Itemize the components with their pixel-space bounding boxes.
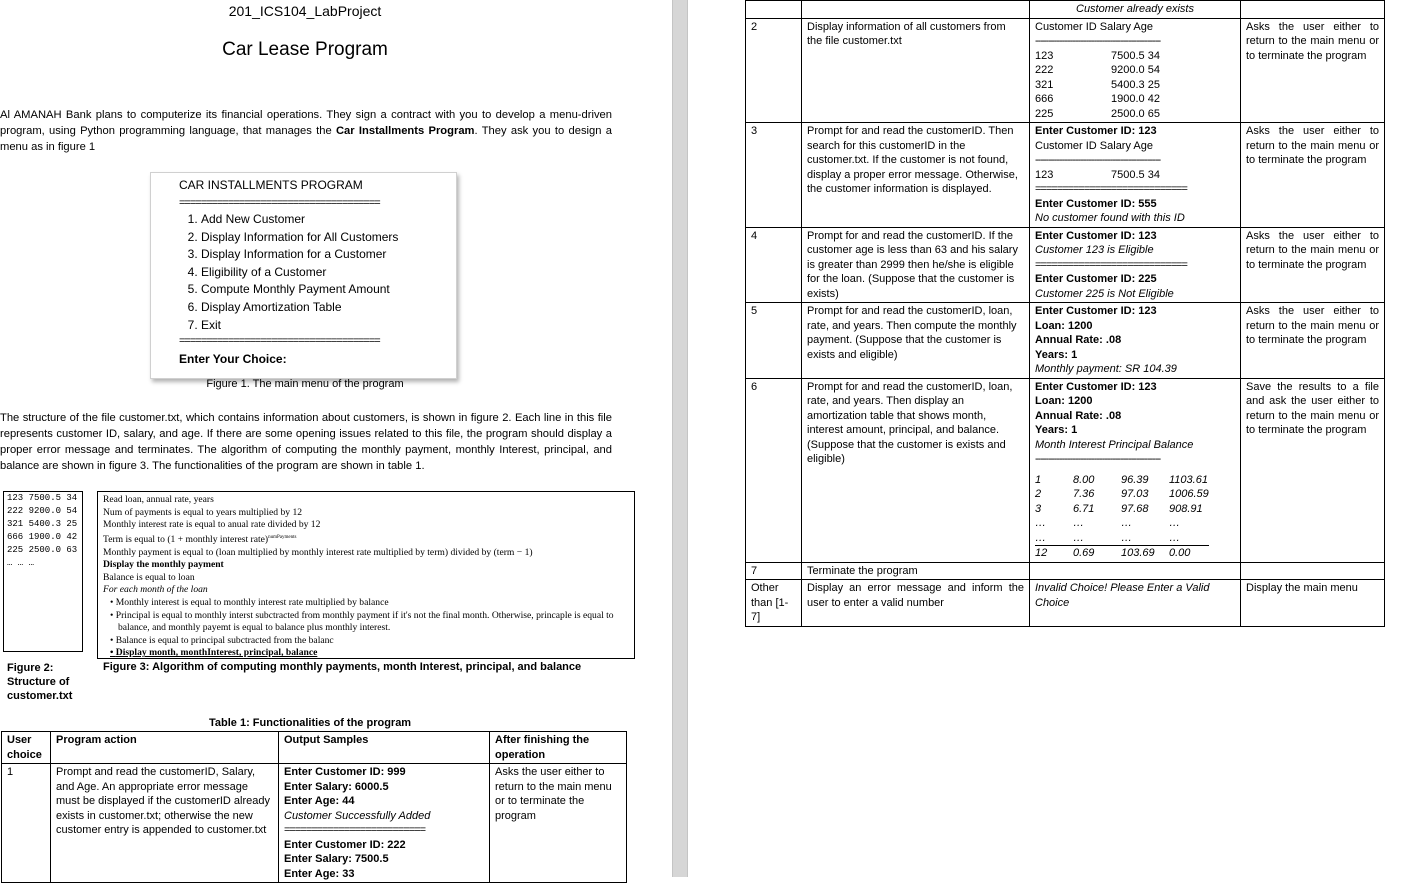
choice-cell: 2 — [746, 18, 802, 123]
amort-cell: 1006.59 — [1169, 488, 1209, 500]
table-header-row — [2, 732, 627, 764]
figure2-caption: Figure 2: Structure of customer.txt — [7, 662, 73, 702]
table-header-cell: Program action — [51, 732, 279, 764]
amort-cell: … — [1169, 531, 1180, 544]
table-row — [2, 764, 627, 883]
menu-item: 7. Exit — [201, 317, 398, 335]
after-cell: Asks the user either to return to the main menu or to terminate the program — [1241, 123, 1385, 228]
amort-cell: 0.69 — [1073, 547, 1095, 559]
output-cell — [1030, 303, 1241, 379]
after-cell — [1241, 562, 1385, 580]
action-cell: Display an error message and inform the user to enter a valid number — [802, 580, 1030, 627]
cust-id: 222 — [1035, 64, 1054, 76]
sample-row: 123 7500.5 34 — [7, 493, 78, 503]
intro-paragraph — [0, 107, 612, 155]
output-line: Month Interest Principal Balance — [1035, 438, 1194, 451]
amort-cell: … — [1073, 531, 1084, 544]
output-line — [1035, 49, 1235, 64]
amort-cell: 2 — [1035, 488, 1042, 500]
after-cell — [1241, 1, 1385, 19]
amort-cell: … — [1035, 531, 1046, 544]
output-cell — [1030, 123, 1241, 228]
cust-data: 2500.0 65 — [1111, 107, 1160, 120]
output-line: Customer Successfully Added — [284, 809, 431, 822]
cust-data: 5400.3 25 — [1111, 78, 1160, 91]
action-cell: Prompt for and read the customerID, loan, rate, and years. Then compute the monthly payment. (Suppose that the customer is exists and eligible) — [802, 303, 1030, 379]
cust-data: 7500.5 34 — [1111, 49, 1160, 62]
menu-item: 1. Add New Customer — [201, 211, 398, 229]
algo-line: Monthly interest rate is equal to anual rate divided by 12 — [103, 519, 321, 531]
amort-cell: 7.36 — [1073, 488, 1095, 500]
output-cell: Customer already exists — [1030, 1, 1241, 19]
amort-cell: 8.00 — [1073, 473, 1095, 486]
output-line: Enter Customer ID: 555 — [1035, 197, 1157, 210]
amort-cell: 1 — [1035, 473, 1042, 486]
output-cell — [1030, 378, 1241, 562]
output-cell — [1030, 227, 1241, 303]
choice-cell: 3 — [746, 123, 802, 228]
algo-bullet: • Balance is equal to principal subctracted from the balanc — [110, 634, 334, 646]
output-line: Enter Customer ID: 123 — [1035, 305, 1157, 317]
amort-cell: 12 — [1035, 547, 1048, 559]
amort-row — [1035, 502, 1209, 517]
output-line: Loan: 1200 — [1035, 395, 1093, 407]
after-cell: Display the main menu — [1241, 580, 1385, 627]
table-row — [746, 562, 1385, 580]
output-line: Customer 225 is Not Eligible — [1035, 287, 1174, 300]
amort-cell: … — [1121, 517, 1132, 529]
menu-figure — [150, 172, 457, 379]
output-line: Enter Customer ID: 123 — [1035, 380, 1157, 393]
table-row — [746, 378, 1385, 562]
cust-data: 9200.0 54 — [1111, 64, 1160, 76]
amort-row — [1035, 473, 1209, 488]
output-line: Enter Customer ID: 123 — [1035, 125, 1157, 137]
amort-cell: … — [1121, 531, 1132, 544]
choice-cell: 4 — [746, 227, 802, 303]
menu-separator: ===================================== — [179, 197, 380, 209]
amort-row — [1035, 531, 1209, 546]
choice-cell: 6 — [746, 378, 802, 562]
amort-cell: … — [1035, 517, 1046, 529]
amort-cell: 1103.61 — [1169, 473, 1208, 486]
output-line — [1035, 78, 1235, 93]
after-cell: Save the results to a file and ask the user either to return to the main menu or to terminate the program — [1241, 378, 1385, 562]
table-row — [746, 580, 1385, 627]
algo-bullet: • Principal is equal to monthly interst subctracted from monthly payment if it's not the final month. Otherwise, princaple is equal to balance, and monthly payemt is equal to balance plus monthly interest. — [110, 609, 614, 634]
output-line: Enter Salary: 7500.5 — [284, 853, 389, 865]
output-separator: ----------------------------------------------- — [1035, 154, 1161, 166]
amort-cell: … — [1169, 517, 1180, 529]
output-line — [1035, 168, 1235, 183]
document-header: 201_ICS104_LabProject — [228, 3, 382, 19]
action-cell: Prompt and read the customerID, Salary, and Age. An appropriate error message must be displayed if the customerID already exists in customer.txt; otherwise the new customer entry is appended to customer.txt — [51, 764, 279, 883]
after-cell: Asks the user either to return to the main menu or to terminate the program — [1241, 303, 1385, 379]
amort-cell: 3 — [1035, 502, 1042, 515]
choice-cell: Other than [1-7] — [746, 580, 802, 627]
menu-item: 4. Eligibility of a Customer — [201, 264, 398, 282]
amort-cell: 96.39 — [1121, 473, 1149, 486]
amort-cell: … — [1073, 517, 1084, 529]
output-line: Enter Salary: 6000.5 — [284, 780, 389, 793]
output-line: No customer found with this ID — [1035, 212, 1185, 224]
action-cell: Display information of all customers from the file customer.txt — [802, 18, 1030, 123]
choice-cell — [746, 1, 802, 19]
amort-row — [1035, 487, 1209, 502]
amort-cell: 97.68 — [1121, 502, 1149, 515]
action-cell — [802, 1, 1030, 19]
amort-cell: 6.71 — [1073, 502, 1095, 515]
sample-row: 222 9200.0 54 — [7, 506, 78, 516]
output-line: Monthly payment: SR 104.39 — [1035, 363, 1177, 375]
after-cell: Asks the user either to return to the main menu or to terminate the program — [490, 764, 627, 883]
output-line: Customer ID Salary Age — [1035, 20, 1153, 33]
sample-row: 321 5400.3 25 — [7, 519, 78, 529]
menu-title: CAR INSTALLMENTS PROGRAM — [179, 178, 363, 192]
output-separator: ----------------------------------------------- — [1035, 453, 1161, 465]
algo-term-line — [98, 532, 634, 547]
structure-paragraph: The structure of the file customer.txt, which contains information about customers, is shown in figure 2. Each line in this file represents customer ID, salary, and age. If there are some opening issues related to this file, the program should display a proper error message and terminates. The algorithm of computing the monthly payment, monthly Interest, principal, and balance are shown in figure 3. The functionalities of the program are shown in table 1. — [0, 412, 612, 472]
output-separator: ========================== — [284, 824, 426, 836]
choice-cell: 5 — [746, 303, 802, 379]
algo-line: Balance is equal to loan — [103, 571, 195, 583]
menu-prompt: Enter Your Choice: — [179, 352, 287, 366]
sample-row: … … … — [7, 558, 35, 568]
output-line: Years: 1 — [1035, 424, 1078, 436]
output-line: Enter Age: 33 — [284, 867, 355, 880]
table-row — [746, 303, 1385, 379]
menu-list — [179, 211, 398, 334]
output-line: Enter Customer ID: 123 — [1035, 229, 1157, 242]
amort-cell: 103.69 — [1121, 547, 1155, 559]
output-line: Enter Customer ID: 225 — [1035, 273, 1157, 285]
after-cell: Asks the user either to return to the main menu or to terminate the program — [1241, 227, 1385, 303]
algo-bullet-text: Display month, monthInterest, principal, balance — [115, 647, 318, 659]
menu-item: 5. Compute Monthly Payment Amount — [201, 281, 398, 299]
output-line: Loan: 1200 — [1035, 319, 1093, 332]
algo-exponent: numPayments — [268, 534, 297, 540]
sample-row: 225 2500.0 63 — [7, 545, 78, 555]
amort-cell: 908.91 — [1169, 502, 1203, 515]
figure1-caption: Figure 1. The main menu of the program — [206, 378, 404, 390]
cust-id: 123 — [1035, 168, 1054, 181]
action-cell: Terminate the program — [802, 562, 1030, 580]
cust-data: 7500.5 34 — [1111, 168, 1160, 181]
output-cell: Invalid Choice! Please Enter a Valid Choice — [1030, 580, 1241, 627]
menu-item: 2. Display Information for All Customers — [201, 229, 398, 247]
sample-row: 666 1900.0 42 — [7, 532, 78, 542]
choice-cell: 1 — [2, 764, 51, 883]
page-divider — [672, 0, 688, 877]
table1-caption: Table 1: Functionalities of the program — [209, 717, 412, 729]
table-row — [746, 123, 1385, 228]
figure2-sample — [3, 491, 83, 652]
output-line — [1035, 63, 1235, 78]
table-header-cell: After finishing the operation — [490, 732, 627, 764]
cust-id: 225 — [1035, 107, 1054, 120]
algo-bullet-text: Principal is equal to monthly interst subctracted from monthly payment if it's not the final month. Otherwise, princaple is equal to balance, and monthly payemt is equal to balance plus monthly interest. — [115, 609, 614, 634]
amort-row — [1035, 516, 1209, 531]
figure3-caption: Figure 3: Algorithm of computing monthly payments, month Interest, principal, and balance — [103, 661, 582, 673]
output-line: Customer 123 is Eligible — [1035, 244, 1154, 256]
output-line: Enter Customer ID: 222 — [284, 838, 406, 851]
cust-data: 1900.0 42 — [1111, 93, 1160, 105]
table-header-cell: Output Samples — [279, 732, 490, 764]
cust-id: 321 — [1035, 78, 1054, 91]
amortization-table — [1035, 473, 1209, 561]
table-header-cell: User choice — [2, 732, 51, 764]
choice-cell: 7 — [746, 562, 802, 580]
page-title: Car Lease Program — [222, 39, 388, 60]
amort-cell: 97.03 — [1121, 488, 1149, 500]
output-separator: ============================ — [1035, 183, 1187, 195]
cust-id: 123 — [1035, 49, 1054, 62]
functionalities-table-part1 — [1, 731, 627, 883]
algo-bullet: • Monthly interest is equal to monthly interest rate multiplied by balance — [110, 596, 389, 608]
algo-line: Term is equal to (1 + monthly interest rate) — [103, 533, 269, 545]
output-line: Customer ID Salary Age — [1035, 139, 1153, 152]
output-line — [1035, 92, 1235, 107]
algo-line: Display the monthly payment — [103, 559, 224, 571]
algo-bullet-text: Balance is equal to principal subctracted from the balanc — [115, 634, 334, 646]
intro-bold: Car Installments Program — [335, 125, 475, 137]
figure3-algorithm — [97, 491, 635, 659]
table-row — [746, 18, 1385, 123]
action-cell: Prompt for and read the customerID, loan, rate, and years. Then display an amortization table that shows month, interest amount, principal, and balance. (Suppose that the customer is exists and eligible) — [802, 378, 1030, 562]
amort-row — [1035, 546, 1209, 561]
output-line: Annual Rate: .08 — [1035, 409, 1122, 422]
output-separator: ----------------------------------------------- — [1035, 35, 1161, 47]
algo-line: Monthly payment is equal to (loan multiplied by monthly interest rate multiplied by term) divided by (term − 1) — [103, 546, 533, 558]
algo-line: Num of payments is equal to years multiplied by 12 — [103, 506, 303, 518]
table-row — [746, 227, 1385, 303]
after-cell: Asks the user either to return to the main menu or to terminate the program — [1241, 18, 1385, 123]
algo-line: For each month of the loan — [103, 584, 208, 596]
output-line: Enter Age: 44 — [284, 795, 355, 807]
output-line — [1035, 107, 1235, 122]
table-row — [746, 1, 1385, 19]
algo-bullet-text: Monthly interest is equal to monthly interest rate multiplied by balance — [115, 596, 389, 608]
menu-separator-bottom: ===================================== — [179, 335, 380, 347]
intro-text-end: . They ask you to design a menu as in figure 1 — [0, 125, 612, 153]
intro-text: Al AMANAH Bank plans to computerize its financial operations. They sign a contract with you to develop a menu-driven program, using Python programming language, that manages the — [0, 109, 612, 137]
algo-line: Read loan, annual rate, years — [103, 494, 214, 505]
menu-item: 6. Display Amortization Table — [201, 299, 398, 317]
output-line: Years: 1 — [1035, 348, 1078, 361]
cust-id: 666 — [1035, 93, 1054, 105]
output-line: Annual Rate: .08 — [1035, 334, 1122, 346]
output-separator: ============================ — [1035, 258, 1187, 271]
output-cell — [1030, 18, 1241, 123]
action-cell: Prompt for and read the customerID. Then search for this customerID in the customer.txt. If the customer is not found, display a proper error message. Otherwise, the customer information is displayed. — [802, 123, 1030, 228]
algo-bullet: • Display month, monthInterest, principal, balance — [110, 647, 318, 659]
output-line: Enter Customer ID: 999 — [284, 766, 406, 778]
menu-item: 3. Display Information for a Customer — [201, 246, 398, 264]
output-cell — [1030, 562, 1241, 580]
action-cell: Prompt for and read the customerID. If the customer age is less than 63 and his salary is greater than 2999 then he/she is eligible for the loan. (Suppose that the customer is exists) — [802, 227, 1030, 303]
amort-cell: 0.00 — [1169, 547, 1191, 559]
functionalities-table-part2 — [745, 0, 1385, 627]
output-cell — [279, 764, 490, 883]
